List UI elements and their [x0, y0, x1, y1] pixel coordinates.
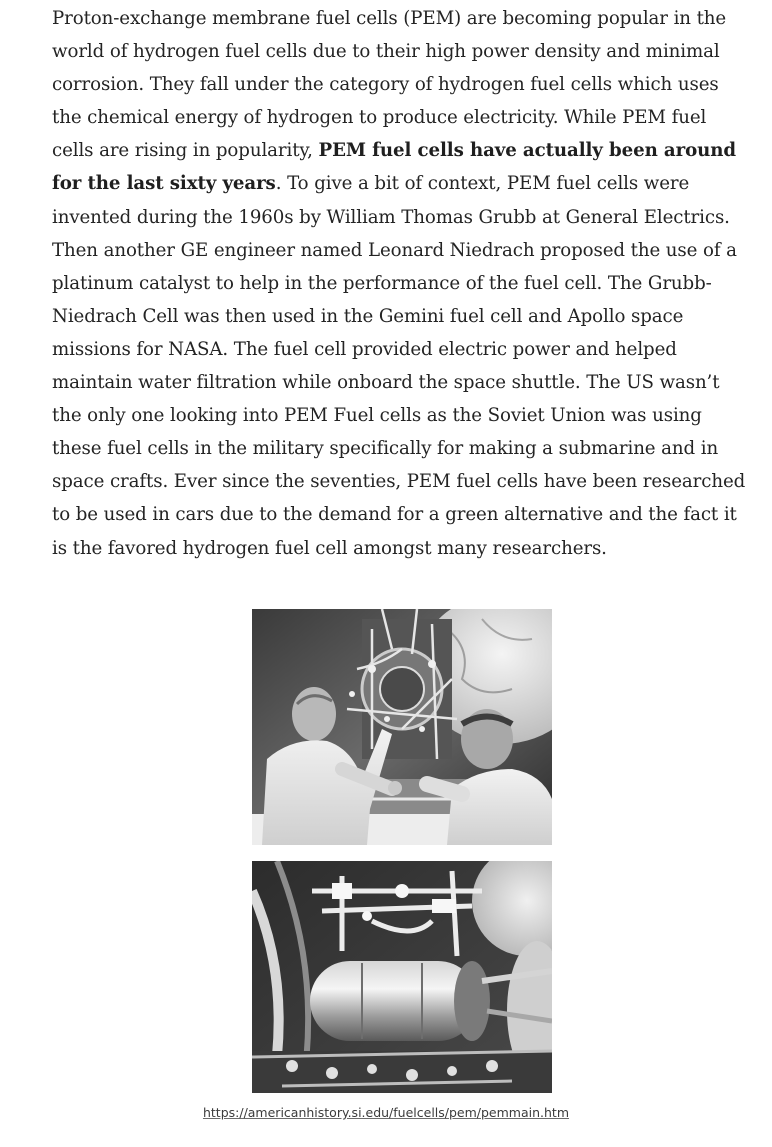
paragraph-text-end: . To give a bit of context, PEM fuel cells were invented during the 1960s by William Thomas Grubb at General Electrics. Then another GE engineer named Leonard Niedrach proposed the use of a platinum catalyst to help in the performance of the fuel cell. The Grubb-Niedrach Cell was then used in the Gemini fuel cell and Apollo space missions for NASA. The fuel cell provided electric power and helped maintain water filtration while onboard the space shuttle. The US wasn’t the only one looking into PEM Fuel cells as the Soviet Union was using these fuel cells in the military specifically for making a submarine and in space crafts. Ever since the seventies, PEM fuel cells have been researched to be used in cars due to the demand for a green alternative and the fact it is the favored hydrogen fuel cell amongst many researchers.	[52, 173, 746, 559]
article-body	[52, 2, 752, 565]
fuel-cell-tank-photo	[252, 861, 552, 1093]
figure-caption	[0, 1104, 772, 1122]
paragraph-text-start: Proton-exchange membrane fuel cells (PEM) are becoming popular in the world of hydrogen fuel cells due to their high power density and minimal corrosion. They fall under the category of hydrogen fuel cells which uses the chemical energy of hydrogen to produce electricity. While PEM fuel cells are rising in popularity,	[52, 8, 727, 162]
bold-highlight: PEM fuel cells have actually been around for the last sixty years	[52, 140, 736, 195]
article-paragraph	[52, 2, 752, 565]
article-figure	[252, 609, 552, 1093]
engineers-photo-image	[252, 609, 552, 845]
source-link[interactable]: https://americanhistory.si.edu/fuelcells/pem/pemmain.htm	[202, 1105, 570, 1120]
fuel-cell-tank-photo-image	[252, 861, 552, 1093]
engineers-photo	[252, 609, 552, 845]
photo-spacer	[252, 845, 552, 861]
